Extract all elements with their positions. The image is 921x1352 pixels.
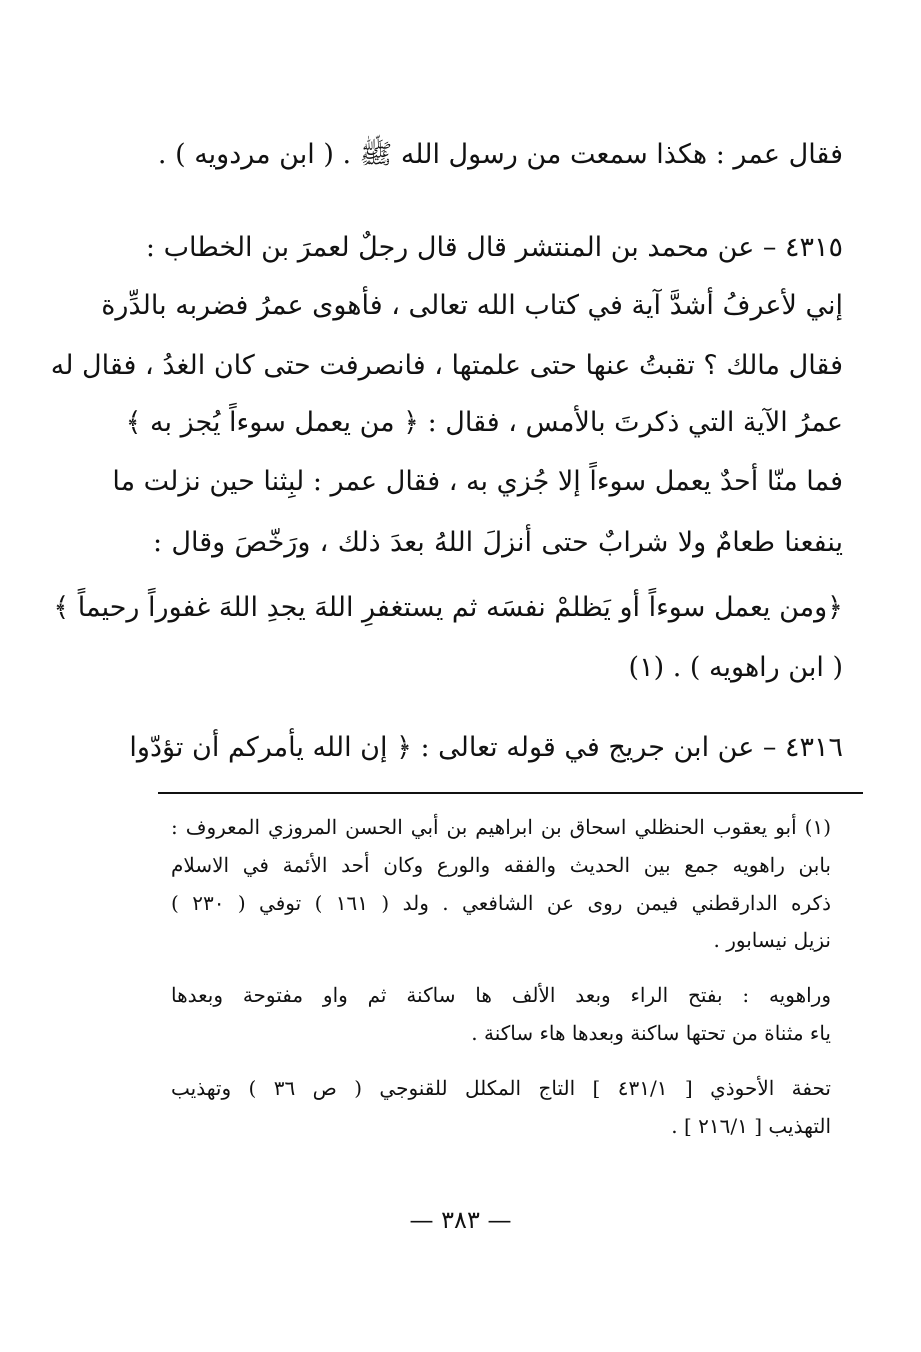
hadith-4316-line: ٤٣١٦ – عن ابن جريج في قوله تعالى : ﴿ إن الله يأمركم أن تؤدّوا [129,732,843,763]
hadith-4315-line-5: فما منّا أحدٌ يعمل سوءاً إلا جُزي به ، فقال عمر : لبِثنا حين نزلت ما [112,466,843,497]
footnote-separator [158,792,863,794]
hadith-4315-line-4: عمرُ الآية التي ذكرتَ بالأمس ، فقال : ﴿ من يعمل سوءاً يُجز به ﴾ [125,407,843,438]
hadith-4315-line-8: ( ابن راهويه ) . (١) [628,652,843,683]
hadith-4315-line-6: ينفعنا طعامٌ ولا شرابٌ حتى أنزلَ اللهُ بعدَ ذلك ، ورَخّصَ وقال : [153,527,843,558]
footnote-1-line-3: ذكره الدارقطني فيمن روى عن الشافعي . ولد ( ١٦١ ) توفي ( ٢٣٠ ) [171,891,831,915]
hadith-4315-line-3: فقال مالك ؟ تقبتُ عنها حتى علمتها ، فانصرفت حتى كان الغدُ ، فقال له [50,350,843,381]
footnote-1-line-1: (١) أبو يعقوب الحنظلي اسحاق بن ابراهيم بن أبي الحسن المروزي المعروف : [171,815,831,839]
intro-line: فقال عمر : هكذا سمعت من رسول الله ﷺ . ( ابن مردويه ) . [157,139,843,170]
page-number: — ٣٨٣ — [409,1206,512,1234]
hadith-4315-line-2: إني لأعرفُ أشدَّ آية في كتاب الله تعالى ، فأهوى عمرُ فضربه بالدِّرة [101,290,843,321]
footnote-3-line-1: تحفة الأحوذي [ ٤٣١/١ ] التاج المكلل للقنوجي ( ص ٣٦ ) وتهذيب [171,1076,831,1100]
footnote-1-line-4: نزيل نيسابور . [713,928,831,952]
footnote-3-line-2: التهذيب [ ٢١٦/١ ] . [671,1114,831,1138]
hadith-4315-line-1: ٤٣١٥ – عن محمد بن المنتشر قال قال رجلٌ لعمرَ بن الخطاب : [145,232,843,263]
hadith-4315-line-7: ﴿ومن يعمل سوءاً أو يَظلمْ نفسَه ثم يستغفرِ اللهَ يجدِ اللهَ غفوراً رحيماً ﴾ [53,592,843,623]
footnote-2-line-2: ياء مثناة من تحتها ساكنة وبعدها هاء ساكنة . [471,1021,831,1045]
footnote-2-line-1: وراهويه : بفتح الراء وبعد الألف ها ساكنة ثم واو مفتوحة وبعدها [171,983,831,1007]
footnote-1-line-2: بابن راهويه جمع بين الحديث والفقه والورع وكان أحد الأئمة في الاسلام [171,853,831,877]
